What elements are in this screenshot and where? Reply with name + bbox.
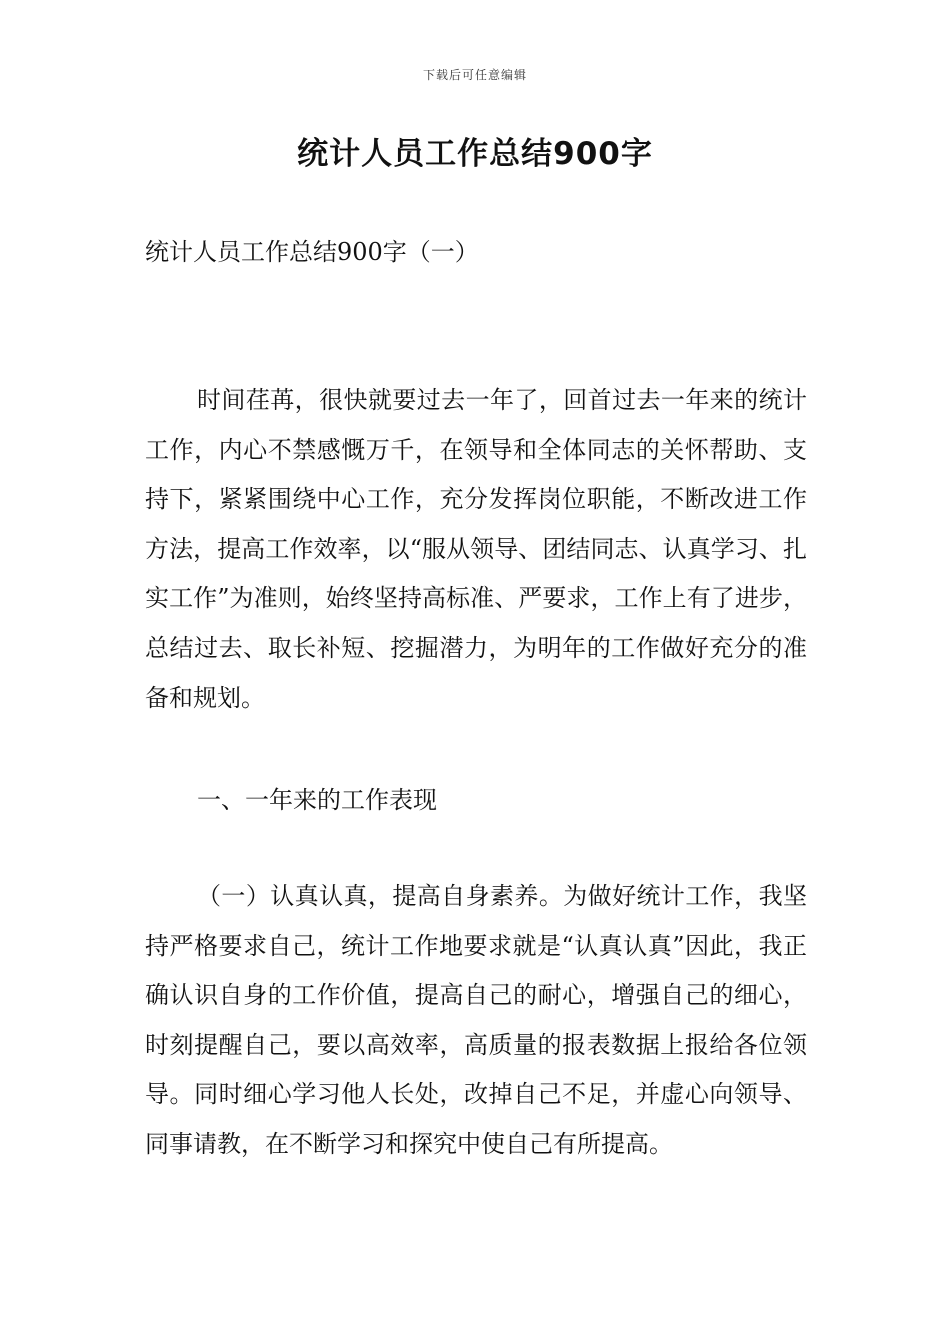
document-subtitle: 统计人员工作总结900字（一） xyxy=(145,238,479,266)
section-heading: 一、一年来的工作表现 xyxy=(197,786,437,814)
paragraph-intro: 时间荏苒，很快就要过去一年了，回首过去一年来的统计工作，内心不禁感慨万千，在领导和全体同志的关怀帮助、支持下，紧紧围绕中心工作，充分发挥岗位职能，不断改进工作方法，提高工作效率，以“服从领导、团结同志、认真学习、扎实工作”为准则，始终坚持高标准、严要求，工作上有了进步，总结过去、取长补短、挖掘潜力，为明年的工作做好充分的准备和规划。 xyxy=(145,386,807,712)
paragraph-section-1: （一）认真认真，提高自身素养。为做好统计工作，我坚持严格要求自己，统计工作地要求就是“认真认真”因此，我正确认识自身的工作价值，提高自己的耐心，增强自己的细心，时刻提醒自己，要以高效率，高质量的报表数据上报给各位领导。同时细心学习他人长处，改掉自己不足，并虚心向领导、同事请教，在不断学习和探究中使自己有所提高。 xyxy=(145,882,807,1158)
document-title: 统计人员工作总结900字 xyxy=(297,136,653,172)
header-note: 下载后可任意编辑 xyxy=(422,68,527,82)
